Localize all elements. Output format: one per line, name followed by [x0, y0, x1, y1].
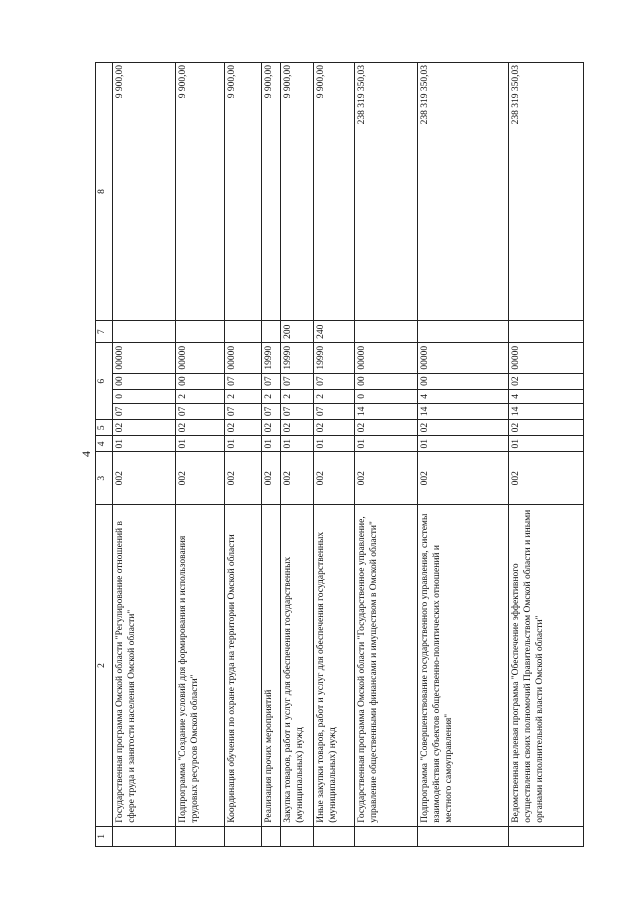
col-8-amount: 238 319 350,03 [355, 63, 418, 321]
col-4-value: 01 [113, 436, 176, 452]
col-7-value [113, 321, 176, 343]
header-col-2: 2 [96, 505, 113, 827]
col-6-part-3: 00 [355, 373, 418, 389]
col-6-part-3: 00 [176, 373, 225, 389]
row-number [355, 826, 418, 846]
col-4-value: 01 [262, 436, 281, 452]
col-8-amount: 238 319 350,03 [509, 63, 584, 321]
col-8-amount: 9 900,00 [281, 63, 314, 321]
col-6-part-3: 07 [314, 373, 355, 389]
row-name: Подпрограмма "Создание условий для формирования и использования трудовых ресурсов Омской области" [176, 505, 225, 827]
col-5-value: 02 [113, 420, 176, 436]
col-7-value [262, 321, 281, 343]
header-col-7: 7 [96, 321, 113, 343]
col-5-value: 02 [262, 420, 281, 436]
col-6-part-3: 07 [225, 373, 262, 389]
col-6-part-2: 4 [509, 389, 584, 403]
col-6-part-4: 00000 [418, 343, 509, 373]
col-3-value: 002 [509, 452, 584, 505]
col-8-amount: 9 900,00 [225, 63, 262, 321]
table-row [418, 63, 509, 847]
col-4-value: 01 [176, 436, 225, 452]
header-col-5: 5 [96, 420, 113, 436]
col-3-value: 002 [355, 452, 418, 505]
table-row [113, 63, 176, 847]
col-5-value: 02 [225, 420, 262, 436]
col-6-part-1: 07 [113, 403, 176, 419]
col-6-part-1: 14 [355, 403, 418, 419]
col-7-value [418, 321, 509, 343]
col-5-value: 02 [509, 420, 584, 436]
col-7-value: 240 [314, 321, 355, 343]
col-6-part-3: 02 [509, 373, 584, 389]
header-col-3: 3 [96, 452, 113, 505]
col-6-part-1: 14 [418, 403, 509, 419]
row-number [176, 826, 225, 846]
col-5-value: 02 [355, 420, 418, 436]
col-3-value: 002 [418, 452, 509, 505]
table-row [176, 63, 225, 847]
table-row [509, 63, 584, 847]
col-5-value: 02 [176, 420, 225, 436]
col-8-amount: 238 319 350,03 [418, 63, 509, 321]
col-6-part-2: 4 [418, 389, 509, 403]
col-4-value: 01 [418, 436, 509, 452]
row-number [225, 826, 262, 846]
col-6-part-4: 00000 [176, 343, 225, 373]
col-8-amount: 9 900,00 [113, 63, 176, 321]
col-8-amount: 9 900,00 [176, 63, 225, 321]
col-6-part-2: 2 [262, 389, 281, 403]
col-6-part-2: 2 [281, 389, 314, 403]
col-6-part-2: 2 [225, 389, 262, 403]
row-number [281, 826, 314, 846]
col-5-value: 02 [314, 420, 355, 436]
col-6-part-2: 0 [355, 389, 418, 403]
col-4-value: 01 [225, 436, 262, 452]
col-3-value: 002 [225, 452, 262, 505]
row-number [314, 826, 355, 846]
col-4-value: 01 [314, 436, 355, 452]
col-6-part-4: 19990 [262, 343, 281, 373]
row-name: Государственная программа Омской области "Государственное управление, управление общественными финансами и имуществом в Омской области" [355, 505, 418, 827]
table-row [281, 63, 314, 847]
table-row [314, 63, 355, 847]
col-3-value: 002 [176, 452, 225, 505]
col-3-value: 002 [262, 452, 281, 505]
header-col-4: 4 [96, 436, 113, 452]
row-name: Государственная программа Омской области "Регулирование отношений в сфере труда и занятости населения Омской области" [113, 505, 176, 827]
col-7-value [176, 321, 225, 343]
row-name: Подпрограмма "Совершенствование государственного управления, системы взаимодействия субъектов общественно-политических отношений и местного самоуправления" [418, 505, 509, 827]
row-name: Координация обучения по охране труда на территории Омской области [225, 505, 262, 827]
col-6-part-2: 2 [314, 389, 355, 403]
col-4-value: 01 [355, 436, 418, 452]
col-6-part-1: 07 [314, 403, 355, 419]
row-number [113, 826, 176, 846]
col-4-value: 01 [281, 436, 314, 452]
col-6-part-4: 00000 [509, 343, 584, 373]
col-3-value: 002 [113, 452, 176, 505]
rotated-table-container [95, 62, 635, 847]
row-number [262, 826, 281, 846]
col-6-part-1: 14 [509, 403, 584, 419]
col-3-value: 002 [314, 452, 355, 505]
col-3-value: 002 [281, 452, 314, 505]
header-col-8: 8 [96, 63, 113, 321]
col-7-value [509, 321, 584, 343]
row-name: Закупка товаров, работ и услуг для обеспечения государственных (муниципальных) нужд [281, 505, 314, 827]
table-row [225, 63, 262, 847]
header-col-1: 1 [96, 826, 113, 846]
header-row [96, 63, 113, 847]
col-8-amount: 9 900,00 [262, 63, 281, 321]
col-7-value [225, 321, 262, 343]
col-6-part-1: 07 [225, 403, 262, 419]
row-name: Ведомственная целевая программа "Обеспечение эффективного осуществления своих полномочий Правительством Омской области и иными органами исполнительной власти Омской области" [509, 505, 584, 827]
row-name: Реализация прочих мероприятий [262, 505, 281, 827]
col-8-amount: 9 900,00 [314, 63, 355, 321]
col-6-part-3: 07 [262, 373, 281, 389]
col-6-part-1: 07 [176, 403, 225, 419]
col-7-value [355, 321, 418, 343]
col-6-part-4: 00000 [355, 343, 418, 373]
col-6-part-4: 00000 [113, 343, 176, 373]
col-6-part-1: 07 [281, 403, 314, 419]
col-5-value: 02 [418, 420, 509, 436]
page-number: 4 [78, 451, 93, 457]
col-6-part-1: 07 [262, 403, 281, 419]
col-6-part-2: 2 [176, 389, 225, 403]
col-7-value: 200 [281, 321, 314, 343]
col-6-part-3: 00 [418, 373, 509, 389]
col-6-part-3: 07 [281, 373, 314, 389]
col-6-part-4: 19990 [314, 343, 355, 373]
row-number [418, 826, 509, 846]
col-6-part-4: 00000 [225, 343, 262, 373]
header-col-6: 6 [96, 343, 113, 420]
document-sheet [95, 62, 635, 847]
table-row [355, 63, 418, 847]
row-name: Иные закупки товаров, работ и услуг для обеспечения государственных (муниципальных) нужд [314, 505, 355, 827]
row-number [509, 826, 584, 846]
col-6-part-3: 00 [113, 373, 176, 389]
col-4-value: 01 [509, 436, 584, 452]
col-6-part-2: 0 [113, 389, 176, 403]
col-5-value: 02 [281, 420, 314, 436]
budget-table [95, 62, 584, 847]
table-row [262, 63, 281, 847]
col-6-part-4: 19990 [281, 343, 314, 373]
